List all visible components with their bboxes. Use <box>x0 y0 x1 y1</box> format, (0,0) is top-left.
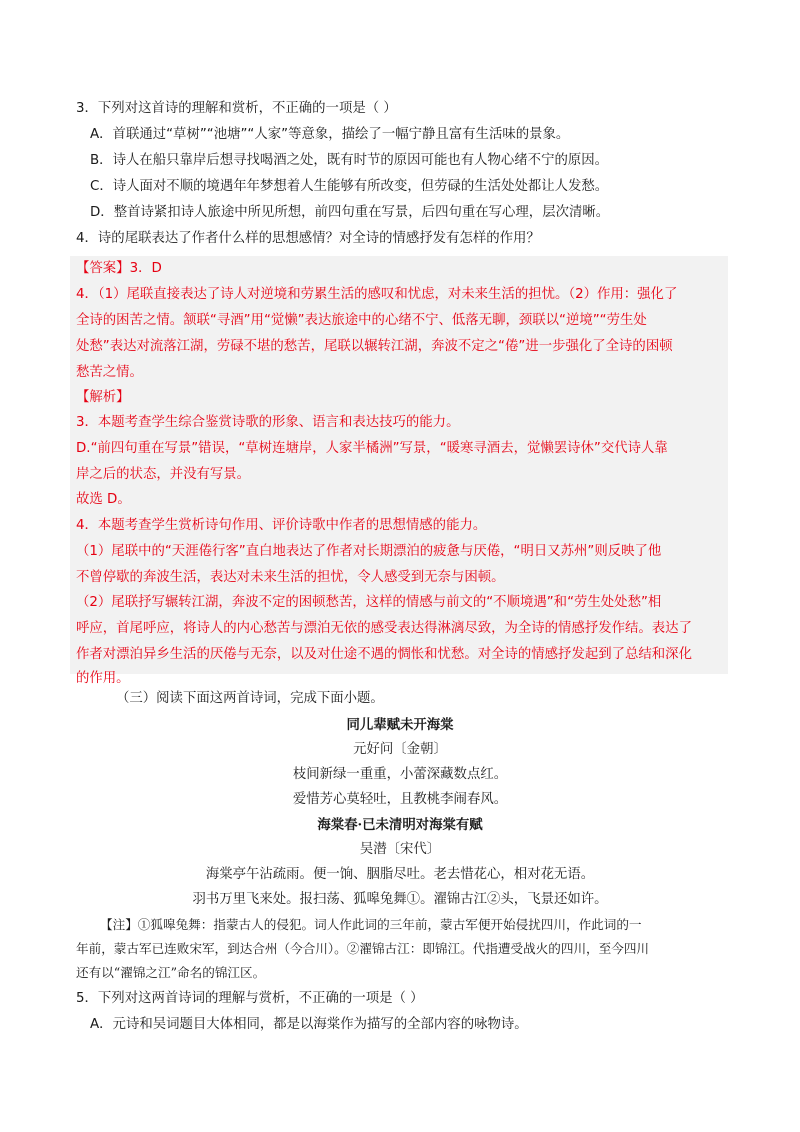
note-line: 年前，蒙古军已连败宋军，到达合州（今合川）。②濯锦古江：即锦江。代指遭受战火的四川，至今四川 <box>76 941 650 956</box>
analysis-line: 故选 D。 <box>76 492 131 507</box>
analysis-line: 4．本题考查学生赏析诗句作用、评价诗歌中作者的思想情感的能力。 <box>76 518 487 533</box>
q3-option-d: D．整首诗紧扣诗人旅途中所见所想，前四句重在写景，后四句重在写心理，层次清晰。 <box>90 205 610 220</box>
analysis-line: 的作用。 <box>76 671 130 686</box>
answer-label: 【答案】 <box>76 261 130 276</box>
note-line: 【注】①狐嗥兔舞：指蒙古人的侵犯。词人作此词的三年前，蒙古军便开始侵扰四川，作此词的一 <box>100 917 642 932</box>
poem2-line: 羽书万里飞来处。报扫荡、狐嗥兔舞①。濯锦古江②头，飞景还如许。 <box>192 892 608 907</box>
q4-stem: 4．诗的尾联表达了作者什么样的思想感情？对全诗的情感抒发有怎样的作用？ <box>76 231 540 246</box>
q3-option-b: B．诗人在船只靠岸后想寻找喝酒之处，既有时节的原因可能也有人物心绪不宁的原因。 <box>90 153 609 168</box>
poem1-line: 爱惜芳心莫轻吐，且教桃李闹春风。 <box>292 792 508 807</box>
answer-q4-line: 4．（1）尾联直接表达了诗人对逆境和劳累生活的感叹和忧虑，对未来生活的担忧。（2）作用：强化了 <box>76 287 678 302</box>
answer-q3: 3．D <box>129 261 162 276</box>
q3-option-c: C．诗人面对不顺的境遇年年梦想着人生能够有所改变，但劳碌的生活处处都让人发愁。 <box>90 179 609 194</box>
note-line: 还有以“濯锦之江”命名的锦江区。 <box>76 965 266 980</box>
analysis-line: 3．本题考查学生综合鉴赏诗歌的形象、语言和表达技巧的能力。 <box>76 415 460 430</box>
answer-q4-line: 愁苦之情。 <box>76 365 143 380</box>
q5-option-a: A．元诗和吴词题目大体相同，都是以海棠作为描写的全部内容的咏物诗。 <box>90 1017 528 1032</box>
poem1-title: 同儿辈赋未开海棠 <box>346 717 454 733</box>
analysis-label: 【解析】 <box>76 390 130 405</box>
analysis-line: 呼应，首尾呼应，将诗人的内心愁苦与漂泊无依的感受表达得淋漓尽致，为全诗的情感抒发作结。表达了 <box>76 621 692 636</box>
answer-heading <box>76 260 162 278</box>
poem1-line: 枝间新绿一重重，小蕾深藏数点红。 <box>292 767 508 782</box>
poem2-line: 海棠亭午沾疏雨。便一饷、胭脂尽吐。老去惜花心，相对花无语。 <box>205 867 595 882</box>
q3-option-a: A．首联通过“草树”“池塘”“人家”等意象，描绘了一幅宁静且富有生活味的景象。 <box>90 127 570 142</box>
poem1-author: 元好问〔金朝〕 <box>353 742 447 757</box>
analysis-line: 作者对漂泊异乡生活的厌倦与无奈，以及对仕途不遇的惆怅和忧愁。对全诗的情感抒发起到了总结和深化 <box>76 647 692 662</box>
analysis-line: 岸之后的状态，并没有写景。 <box>76 467 251 482</box>
q3-stem: 3．下列对这首诗的理解和赏析，不正确的一项是（ ） <box>76 101 397 116</box>
analysis-line: （2）尾联抒写辗转江湖，奔波不定的困顿愁苦，这样的情感与前文的“不顺境遇”和“劳生处处愁”相 <box>76 595 662 610</box>
analysis-line: 不曾停歇的奔波生活，表达对未来生活的担忧，令人感受到无奈与困顿。 <box>76 570 505 585</box>
q5-stem: 5．下列对这两首诗词的理解与赏析，不正确的一项是（ ） <box>76 991 424 1006</box>
answer-q4-line: 处愁”表达对流落江湖，劳碌不堪的愁苦，尾联以辗转江湖，奔波不定之“倦”进一步强化了全诗的困顿 <box>76 339 673 354</box>
section-intro: （三）阅读下面这两首诗词，完成下面小题。 <box>116 691 384 706</box>
poem2-title: 海棠春·已未清明对海棠有赋 <box>317 817 483 833</box>
analysis-line: D.“前四句重在写景”错误，“草树连塘岸，人家半橘洲”写景，“暖寒寻酒去，觉懒罢诗休”交代诗人靠 <box>76 441 668 456</box>
answer-q4-line: 全诗的困苦之情。颔联“寻酒”用“觉懒”表达旅途中的心绪不宁、低落无聊，颈联以“逆境”“劳生处 <box>76 313 647 328</box>
analysis-line: （1）尾联中的“天涯倦行客”直白地表达了作者对长期漂泊的疲惫与厌倦，“明日又苏州”则反映了他 <box>76 544 662 559</box>
poem2-author: 吴潜〔宋代〕 <box>359 842 441 857</box>
